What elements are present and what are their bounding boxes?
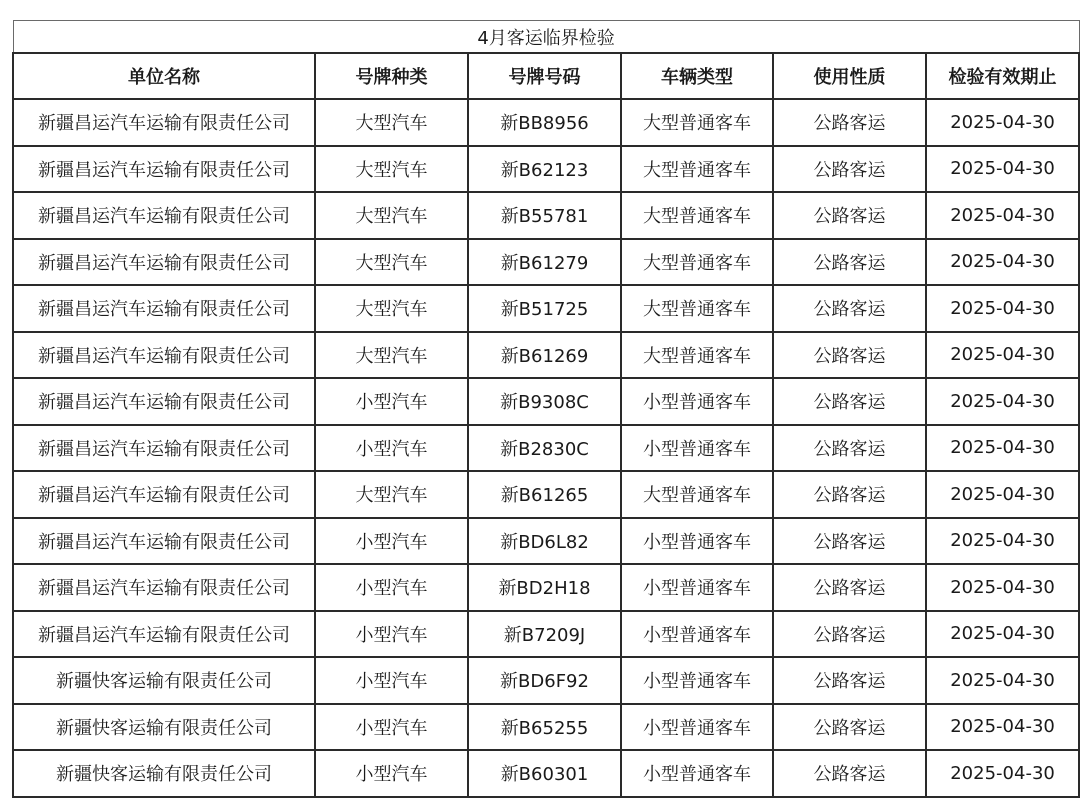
cell-unit-name: 新疆快客运输有限责任公司 bbox=[13, 704, 315, 751]
cell-plate-number: 新B61279 bbox=[468, 239, 621, 286]
table-row bbox=[13, 704, 1079, 751]
cell-plate-type: 小型汽车 bbox=[315, 564, 468, 611]
header-row bbox=[13, 53, 1079, 99]
cell-valid-until: 2025-04-30 bbox=[926, 657, 1079, 704]
table-row bbox=[13, 239, 1079, 286]
cell-usage-nature: 公路客运 bbox=[773, 239, 926, 286]
cell-plate-number: 新B55781 bbox=[468, 192, 621, 239]
cell-valid-until: 2025-04-30 bbox=[926, 425, 1079, 472]
cell-plate-number: 新B65255 bbox=[468, 704, 621, 751]
cell-vehicle-type: 小型普通客车 bbox=[621, 378, 773, 425]
table-row bbox=[13, 657, 1079, 704]
cell-plate-number: 新B60301 bbox=[468, 750, 621, 797]
cell-plate-type: 大型汽车 bbox=[315, 285, 468, 332]
cell-valid-until: 2025-04-30 bbox=[926, 471, 1079, 518]
cell-vehicle-type: 小型普通客车 bbox=[621, 704, 773, 751]
cell-vehicle-type: 小型普通客车 bbox=[621, 750, 773, 797]
cell-vehicle-type: 大型普通客车 bbox=[621, 99, 773, 146]
table-row bbox=[13, 471, 1079, 518]
cell-valid-until: 2025-04-30 bbox=[926, 146, 1079, 193]
cell-unit-name: 新疆昌运汽车运输有限责任公司 bbox=[13, 611, 315, 658]
cell-unit-name: 新疆快客运输有限责任公司 bbox=[13, 657, 315, 704]
cell-usage-nature: 公路客运 bbox=[773, 425, 926, 472]
cell-valid-until: 2025-04-30 bbox=[926, 332, 1079, 379]
cell-plate-type: 大型汽车 bbox=[315, 239, 468, 286]
cell-usage-nature: 公路客运 bbox=[773, 657, 926, 704]
cell-plate-number: 新B9308C bbox=[468, 378, 621, 425]
cell-usage-nature: 公路客运 bbox=[773, 611, 926, 658]
cell-plate-type: 小型汽车 bbox=[315, 704, 468, 751]
cell-usage-nature: 公路客运 bbox=[773, 332, 926, 379]
cell-unit-name: 新疆昌运汽车运输有限责任公司 bbox=[13, 99, 315, 146]
header-usage-nature: 使用性质 bbox=[773, 53, 926, 99]
cell-plate-type: 小型汽车 bbox=[315, 611, 468, 658]
header-unit-name: 单位名称 bbox=[13, 53, 315, 99]
cell-usage-nature: 公路客运 bbox=[773, 750, 926, 797]
table-row bbox=[13, 518, 1079, 565]
cell-plate-type: 小型汽车 bbox=[315, 378, 468, 425]
cell-usage-nature: 公路客运 bbox=[773, 99, 926, 146]
table-row bbox=[13, 564, 1079, 611]
cell-unit-name: 新疆昌运汽车运输有限责任公司 bbox=[13, 332, 315, 379]
cell-plate-type: 大型汽车 bbox=[315, 146, 468, 193]
cell-plate-number: 新B61269 bbox=[468, 332, 621, 379]
cell-vehicle-type: 大型普通客车 bbox=[621, 239, 773, 286]
cell-plate-number: 新BD6F92 bbox=[468, 657, 621, 704]
cell-plate-number: 新B7209J bbox=[468, 611, 621, 658]
header-plate-type: 号牌种类 bbox=[315, 53, 468, 99]
cell-valid-until: 2025-04-30 bbox=[926, 192, 1079, 239]
cell-plate-type: 小型汽车 bbox=[315, 657, 468, 704]
cell-vehicle-type: 大型普通客车 bbox=[621, 285, 773, 332]
cell-vehicle-type: 小型普通客车 bbox=[621, 425, 773, 472]
cell-usage-nature: 公路客运 bbox=[773, 285, 926, 332]
cell-plate-type: 小型汽车 bbox=[315, 750, 468, 797]
cell-valid-until: 2025-04-30 bbox=[926, 285, 1079, 332]
cell-valid-until: 2025-04-30 bbox=[926, 611, 1079, 658]
table-row bbox=[13, 285, 1079, 332]
inspection-table bbox=[12, 20, 1080, 798]
table-title: 4月客运临界检验 bbox=[13, 21, 1079, 54]
cell-plate-type: 大型汽车 bbox=[315, 332, 468, 379]
cell-valid-until: 2025-04-30 bbox=[926, 378, 1079, 425]
cell-unit-name: 新疆昌运汽车运输有限责任公司 bbox=[13, 425, 315, 472]
cell-plate-number: 新B2830C bbox=[468, 425, 621, 472]
cell-usage-nature: 公路客运 bbox=[773, 192, 926, 239]
cell-usage-nature: 公路客运 bbox=[773, 378, 926, 425]
cell-vehicle-type: 大型普通客车 bbox=[621, 332, 773, 379]
table-row bbox=[13, 425, 1079, 472]
cell-plate-number: 新BB8956 bbox=[468, 99, 621, 146]
cell-vehicle-type: 小型普通客车 bbox=[621, 564, 773, 611]
cell-unit-name: 新疆昌运汽车运输有限责任公司 bbox=[13, 285, 315, 332]
table-row bbox=[13, 99, 1079, 146]
cell-unit-name: 新疆昌运汽车运输有限责任公司 bbox=[13, 239, 315, 286]
cell-plate-type: 大型汽车 bbox=[315, 192, 468, 239]
cell-plate-number: 新BD6L82 bbox=[468, 518, 621, 565]
cell-vehicle-type: 小型普通客车 bbox=[621, 657, 773, 704]
cell-usage-nature: 公路客运 bbox=[773, 564, 926, 611]
cell-vehicle-type: 大型普通客车 bbox=[621, 146, 773, 193]
title-row bbox=[13, 21, 1079, 54]
cell-unit-name: 新疆昌运汽车运输有限责任公司 bbox=[13, 146, 315, 193]
cell-unit-name: 新疆昌运汽车运输有限责任公司 bbox=[13, 518, 315, 565]
cell-valid-until: 2025-04-30 bbox=[926, 518, 1079, 565]
cell-valid-until: 2025-04-30 bbox=[926, 239, 1079, 286]
cell-plate-number: 新B62123 bbox=[468, 146, 621, 193]
cell-vehicle-type: 大型普通客车 bbox=[621, 192, 773, 239]
cell-vehicle-type: 大型普通客车 bbox=[621, 471, 773, 518]
cell-unit-name: 新疆昌运汽车运输有限责任公司 bbox=[13, 378, 315, 425]
cell-usage-nature: 公路客运 bbox=[773, 471, 926, 518]
header-vehicle-type: 车辆类型 bbox=[621, 53, 773, 99]
header-valid-until: 检验有效期止 bbox=[926, 53, 1079, 99]
table-row bbox=[13, 611, 1079, 658]
cell-usage-nature: 公路客运 bbox=[773, 518, 926, 565]
table-body bbox=[13, 99, 1079, 797]
cell-valid-until: 2025-04-30 bbox=[926, 564, 1079, 611]
cell-usage-nature: 公路客运 bbox=[773, 704, 926, 751]
cell-valid-until: 2025-04-30 bbox=[926, 750, 1079, 797]
cell-vehicle-type: 小型普通客车 bbox=[621, 611, 773, 658]
table-row bbox=[13, 378, 1079, 425]
table-row bbox=[13, 750, 1079, 797]
table-row bbox=[13, 332, 1079, 379]
table-row bbox=[13, 146, 1079, 193]
cell-plate-type: 小型汽车 bbox=[315, 425, 468, 472]
table-row bbox=[13, 192, 1079, 239]
cell-unit-name: 新疆昌运汽车运输有限责任公司 bbox=[13, 564, 315, 611]
cell-valid-until: 2025-04-30 bbox=[926, 99, 1079, 146]
cell-plate-number: 新BD2H18 bbox=[468, 564, 621, 611]
cell-plate-type: 大型汽车 bbox=[315, 99, 468, 146]
header-plate-number: 号牌号码 bbox=[468, 53, 621, 99]
cell-unit-name: 新疆快客运输有限责任公司 bbox=[13, 750, 315, 797]
cell-valid-until: 2025-04-30 bbox=[926, 704, 1079, 751]
cell-plate-type: 小型汽车 bbox=[315, 518, 468, 565]
cell-plate-number: 新B51725 bbox=[468, 285, 621, 332]
cell-usage-nature: 公路客运 bbox=[773, 146, 926, 193]
cell-plate-type: 大型汽车 bbox=[315, 471, 468, 518]
cell-plate-number: 新B61265 bbox=[468, 471, 621, 518]
cell-unit-name: 新疆昌运汽车运输有限责任公司 bbox=[13, 192, 315, 239]
cell-vehicle-type: 小型普通客车 bbox=[621, 518, 773, 565]
cell-unit-name: 新疆昌运汽车运输有限责任公司 bbox=[13, 471, 315, 518]
